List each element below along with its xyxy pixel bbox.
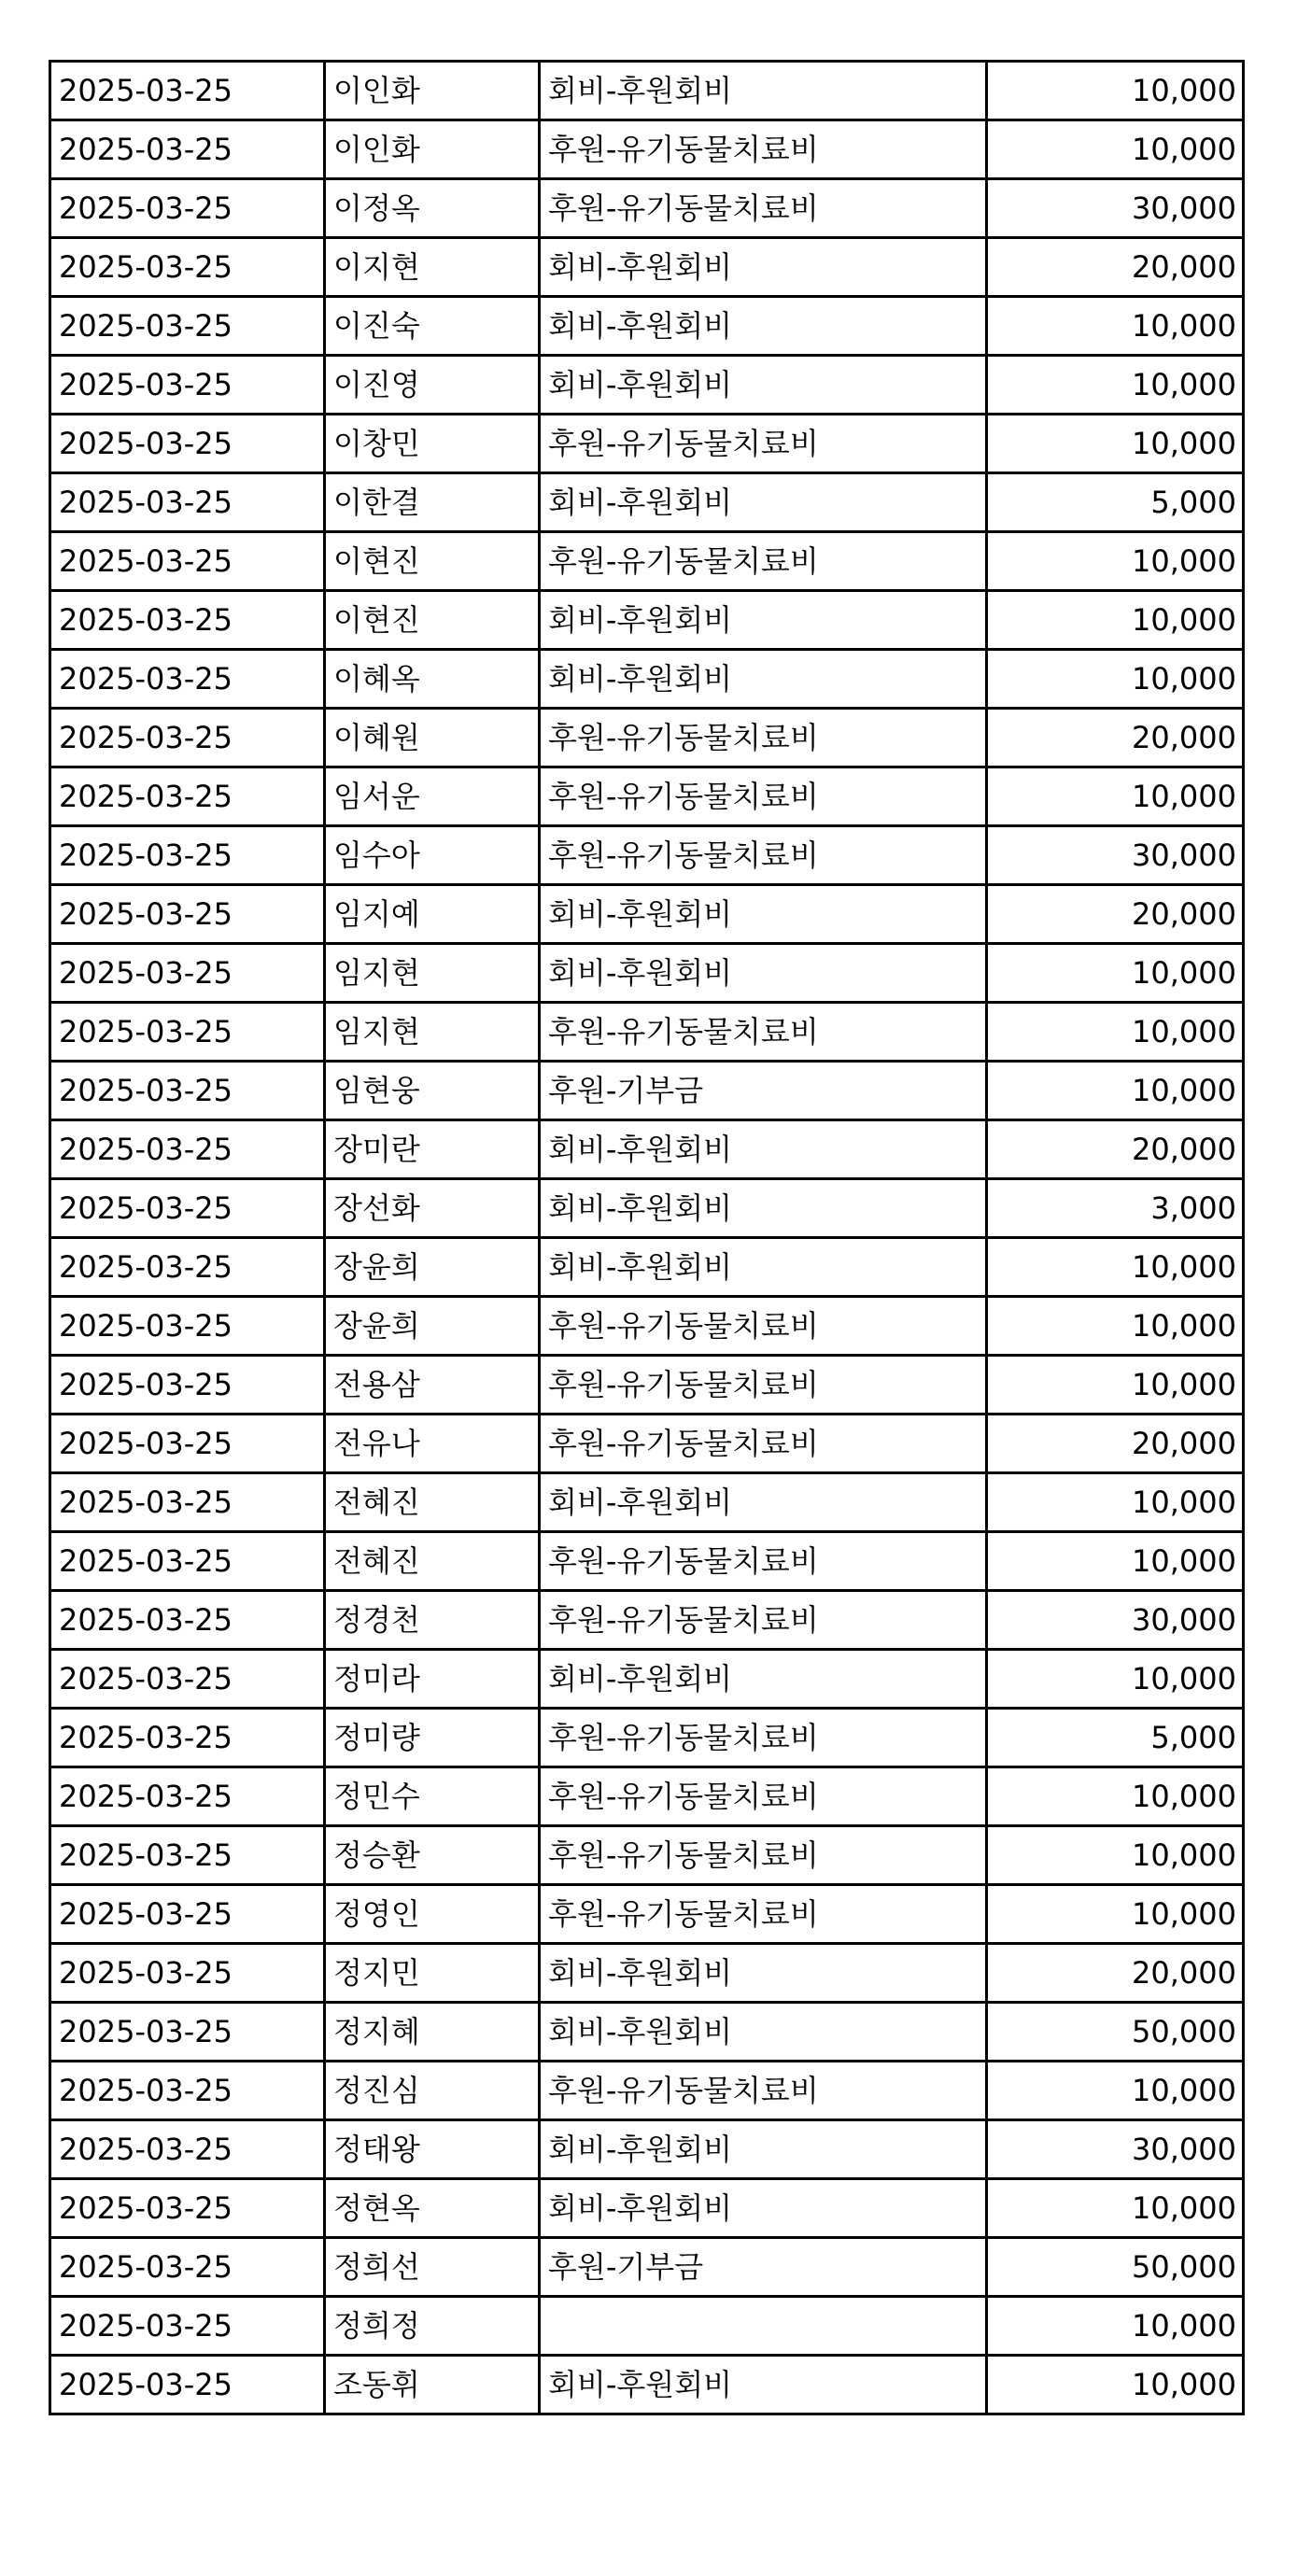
amount-cell: 10,000 [987,2179,1244,2238]
category-cell: 후원-유기동물치료비 [540,1767,987,1826]
category-cell: 회비-후원회비 [540,885,987,944]
table-row [50,1238,1244,1297]
table-row [50,1650,1244,1709]
category-cell: 후원-유기동물치료비 [540,179,987,238]
date-cell: 2025-03-25 [50,709,325,767]
category-cell: 후원-기부금 [540,2238,987,2297]
amount-cell: 10,000 [987,1826,1244,1885]
amount-cell: 30,000 [987,2120,1244,2179]
category-cell: 회비-후원회비 [540,356,987,415]
amount-cell: 20,000 [987,1944,1244,2003]
name-cell: 장미란 [325,1120,540,1179]
date-cell: 2025-03-25 [50,297,325,356]
table-row [50,1826,1244,1885]
table-row [50,120,1244,179]
date-cell: 2025-03-25 [50,1415,325,1473]
table-row [50,2003,1244,2062]
date-cell: 2025-03-25 [50,1003,325,1062]
amount-cell: 20,000 [987,885,1244,944]
table-row [50,238,1244,297]
category-cell: 후원-유기동물치료비 [540,826,987,885]
name-cell: 정희선 [325,2238,540,2297]
table-row [50,1473,1244,1532]
date-cell: 2025-03-25 [50,944,325,1003]
category-cell: 후원-유기동물치료비 [540,1003,987,1062]
table-row [50,826,1244,885]
category-cell: 후원-유기동물치료비 [540,1532,987,1591]
category-cell: 후원-유기동물치료비 [540,2062,987,2120]
date-cell: 2025-03-25 [50,767,325,826]
amount-cell: 10,000 [987,356,1244,415]
category-cell: 후원-유기동물치료비 [540,120,987,179]
category-cell: 후원-유기동물치료비 [540,415,987,473]
category-cell: 후원-기부금 [540,1062,987,1120]
name-cell: 전혜진 [325,1532,540,1591]
amount-cell: 30,000 [987,179,1244,238]
category-cell: 회비-후원회비 [540,238,987,297]
category-cell: 후원-유기동물치료비 [540,709,987,767]
date-cell: 2025-03-25 [50,2356,325,2414]
date-cell: 2025-03-25 [50,1062,325,1120]
date-cell: 2025-03-25 [50,473,325,532]
date-cell: 2025-03-25 [50,1885,325,1944]
name-cell: 정진심 [325,2062,540,2120]
name-cell: 정지민 [325,1944,540,2003]
amount-cell: 10,000 [987,2062,1244,2120]
category-cell: 후원-유기동물치료비 [540,1826,987,1885]
category-cell [540,2297,987,2356]
table-row [50,179,1244,238]
name-cell: 이진영 [325,356,540,415]
amount-cell: 10,000 [987,1532,1244,1591]
amount-cell: 10,000 [987,1356,1244,1415]
amount-cell: 20,000 [987,1120,1244,1179]
category-cell: 회비-후원회비 [540,650,987,709]
table-row [50,532,1244,591]
date-cell: 2025-03-25 [50,1944,325,2003]
category-cell: 회비-후원회비 [540,1238,987,1297]
category-cell: 후원-유기동물치료비 [540,1356,987,1415]
table-row [50,2356,1244,2414]
table-row [50,1120,1244,1179]
table-row [50,1003,1244,1062]
table-row [50,2120,1244,2179]
category-cell: 회비-후원회비 [540,1473,987,1532]
name-cell: 이현진 [325,591,540,650]
amount-cell: 50,000 [987,2003,1244,2062]
name-cell: 이지현 [325,238,540,297]
date-cell: 2025-03-25 [50,650,325,709]
table-row [50,62,1244,120]
name-cell: 전유나 [325,1415,540,1473]
amount-cell: 5,000 [987,1709,1244,1767]
category-cell: 회비-후원회비 [540,473,987,532]
table-row [50,650,1244,709]
date-cell: 2025-03-25 [50,238,325,297]
amount-cell: 3,000 [987,1179,1244,1238]
name-cell: 임현웅 [325,1062,540,1120]
date-cell: 2025-03-25 [50,120,325,179]
date-cell: 2025-03-25 [50,179,325,238]
name-cell: 이인화 [325,120,540,179]
date-cell: 2025-03-25 [50,2120,325,2179]
amount-cell: 10,000 [987,1767,1244,1826]
category-cell: 회비-후원회비 [540,1120,987,1179]
date-cell: 2025-03-25 [50,1297,325,1356]
amount-cell: 10,000 [987,1238,1244,1297]
amount-cell: 10,000 [987,1650,1244,1709]
table-row [50,415,1244,473]
name-cell: 정경천 [325,1591,540,1650]
table-row [50,1591,1244,1650]
name-cell: 정현옥 [325,2179,540,2238]
name-cell: 이정옥 [325,179,540,238]
date-cell: 2025-03-25 [50,1532,325,1591]
date-cell: 2025-03-25 [50,1767,325,1826]
date-cell: 2025-03-25 [50,356,325,415]
category-cell: 후원-유기동물치료비 [540,1885,987,1944]
amount-cell: 10,000 [987,767,1244,826]
table-row [50,885,1244,944]
category-cell: 후원-유기동물치료비 [540,767,987,826]
amount-cell: 10,000 [987,62,1244,120]
amount-cell: 20,000 [987,709,1244,767]
category-cell: 후원-유기동물치료비 [540,1415,987,1473]
category-cell: 회비-후원회비 [540,1179,987,1238]
date-cell: 2025-03-25 [50,62,325,120]
date-cell: 2025-03-25 [50,591,325,650]
table-row [50,1415,1244,1473]
table-row [50,1885,1244,1944]
table-row [50,1709,1244,1767]
table-row [50,1297,1244,1356]
category-cell: 회비-후원회비 [540,944,987,1003]
table-row [50,767,1244,826]
name-cell: 정승환 [325,1826,540,1885]
amount-cell: 10,000 [987,1062,1244,1120]
table-row [50,591,1244,650]
table-row [50,356,1244,415]
name-cell: 임지예 [325,885,540,944]
date-cell: 2025-03-25 [50,1238,325,1297]
name-cell: 이인화 [325,62,540,120]
category-cell: 회비-후원회비 [540,62,987,120]
category-cell: 회비-후원회비 [540,1650,987,1709]
amount-cell: 10,000 [987,297,1244,356]
amount-cell: 30,000 [987,826,1244,885]
table-row [50,473,1244,532]
amount-cell: 20,000 [987,238,1244,297]
amount-cell: 50,000 [987,2238,1244,2297]
category-cell: 후원-유기동물치료비 [540,1297,987,1356]
amount-cell: 10,000 [987,1003,1244,1062]
name-cell: 조동휘 [325,2356,540,2414]
name-cell: 이진숙 [325,297,540,356]
date-cell: 2025-03-25 [50,2297,325,2356]
date-cell: 2025-03-25 [50,1179,325,1238]
date-cell: 2025-03-25 [50,1356,325,1415]
table-row [50,1767,1244,1826]
table-row [50,1062,1244,1120]
amount-cell: 10,000 [987,1885,1244,1944]
name-cell: 정민수 [325,1767,540,1826]
name-cell: 이혜옥 [325,650,540,709]
name-cell: 임수아 [325,826,540,885]
category-cell: 회비-후원회비 [540,1944,987,2003]
date-cell: 2025-03-25 [50,1591,325,1650]
ledger-body [50,62,1244,2414]
name-cell: 정영인 [325,1885,540,1944]
name-cell: 전용삼 [325,1356,540,1415]
amount-cell: 10,000 [987,2297,1244,2356]
amount-cell: 30,000 [987,1591,1244,1650]
table-row [50,1179,1244,1238]
table-row [50,2179,1244,2238]
name-cell: 정지혜 [325,2003,540,2062]
category-cell: 회비-후원회비 [540,2120,987,2179]
table-row [50,2297,1244,2356]
table-row [50,944,1244,1003]
donation-ledger-table [49,60,1245,2415]
date-cell: 2025-03-25 [50,1473,325,1532]
amount-cell: 10,000 [987,944,1244,1003]
date-cell: 2025-03-25 [50,885,325,944]
table-row [50,2062,1244,2120]
amount-cell: 10,000 [987,650,1244,709]
category-cell: 회비-후원회비 [540,2179,987,2238]
date-cell: 2025-03-25 [50,1826,325,1885]
name-cell: 임서운 [325,767,540,826]
date-cell: 2025-03-25 [50,826,325,885]
table-row [50,2238,1244,2297]
amount-cell: 10,000 [987,1297,1244,1356]
category-cell: 회비-후원회비 [540,591,987,650]
amount-cell: 20,000 [987,1415,1244,1473]
date-cell: 2025-03-25 [50,2179,325,2238]
date-cell: 2025-03-25 [50,2003,325,2062]
name-cell: 임지현 [325,1003,540,1062]
name-cell: 정미라 [325,1650,540,1709]
amount-cell: 10,000 [987,415,1244,473]
name-cell: 임지현 [325,944,540,1003]
name-cell: 장윤희 [325,1297,540,1356]
date-cell: 2025-03-25 [50,1709,325,1767]
category-cell: 후원-유기동물치료비 [540,1709,987,1767]
date-cell: 2025-03-25 [50,1120,325,1179]
date-cell: 2025-03-25 [50,2238,325,2297]
category-cell: 회비-후원회비 [540,2356,987,2414]
name-cell: 이현진 [325,532,540,591]
amount-cell: 10,000 [987,1473,1244,1532]
amount-cell: 10,000 [987,591,1244,650]
table-row [50,1944,1244,2003]
category-cell: 후원-유기동물치료비 [540,532,987,591]
amount-cell: 10,000 [987,532,1244,591]
amount-cell: 10,000 [987,2356,1244,2414]
date-cell: 2025-03-25 [50,532,325,591]
name-cell: 장선화 [325,1179,540,1238]
table-row [50,709,1244,767]
name-cell: 장윤희 [325,1238,540,1297]
table-row [50,1356,1244,1415]
table-row [50,1532,1244,1591]
category-cell: 후원-유기동물치료비 [540,1591,987,1650]
name-cell: 이한결 [325,473,540,532]
name-cell: 정태왕 [325,2120,540,2179]
name-cell: 전혜진 [325,1473,540,1532]
name-cell: 이혜원 [325,709,540,767]
category-cell: 회비-후원회비 [540,297,987,356]
date-cell: 2025-03-25 [50,415,325,473]
date-cell: 2025-03-25 [50,1650,325,1709]
name-cell: 정미량 [325,1709,540,1767]
table-row [50,297,1244,356]
name-cell: 이창민 [325,415,540,473]
date-cell: 2025-03-25 [50,2062,325,2120]
name-cell: 정희정 [325,2297,540,2356]
amount-cell: 5,000 [987,473,1244,532]
amount-cell: 10,000 [987,120,1244,179]
category-cell: 회비-후원회비 [540,2003,987,2062]
